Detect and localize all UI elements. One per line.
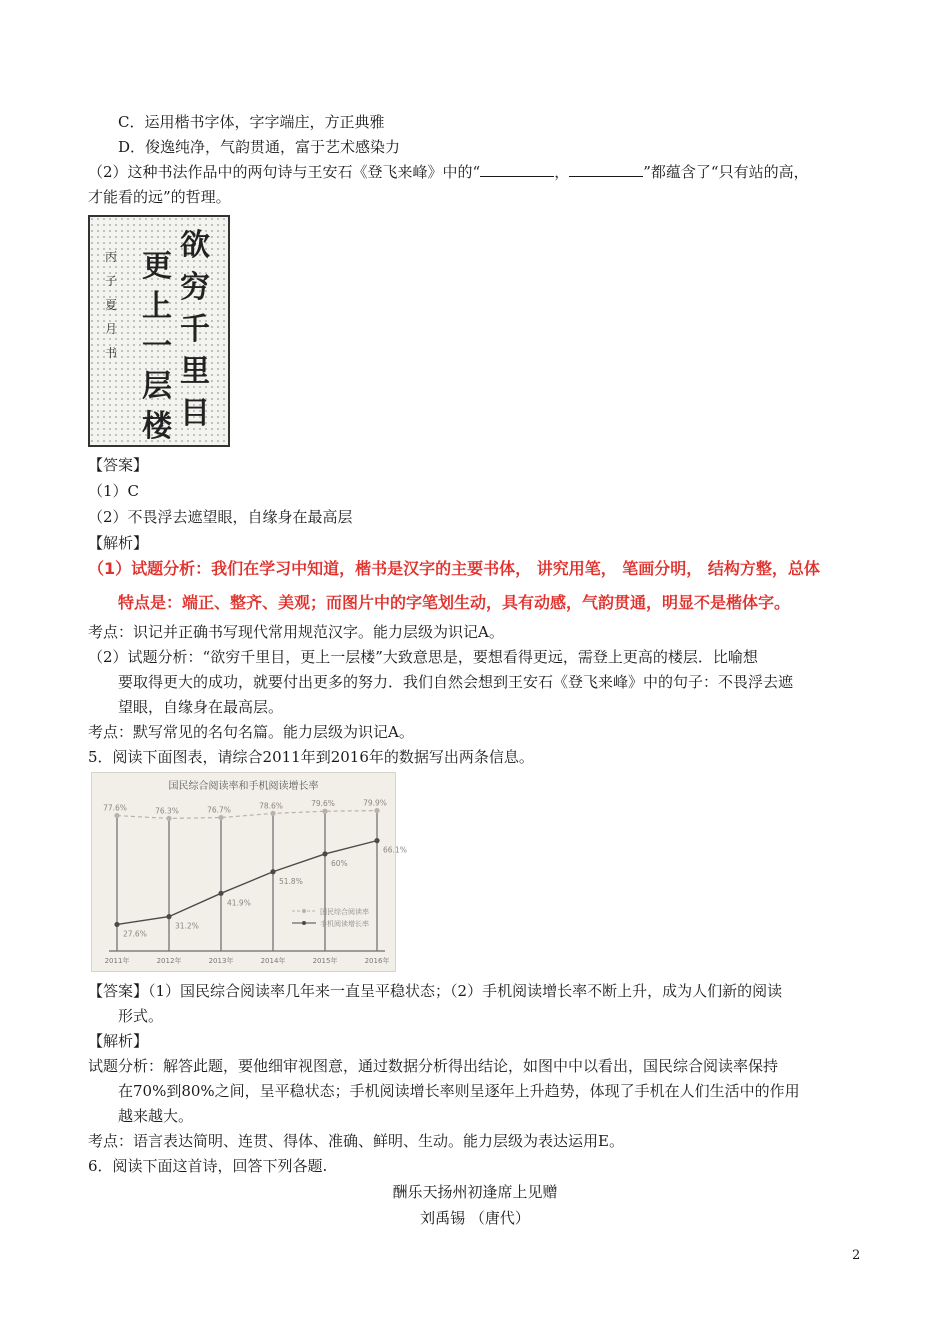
analysis-label: 【解析】: [88, 534, 149, 552]
reading-rate-chart: [91, 772, 407, 972]
chart-title: 国民综合阅读率和手机阅读增长率: [168, 781, 319, 792]
sub-question-2-text-b: ”都蕴含了“只有站的高，: [643, 163, 809, 181]
calligraphy-char: 穷: [180, 270, 210, 305]
calligraphy-char: 千: [180, 312, 210, 347]
data-point: [114, 922, 119, 927]
data-label: 41.9%: [227, 898, 251, 908]
answer-label: 【答案】: [88, 456, 149, 474]
x-tick-label: 2012年: [156, 957, 182, 965]
calligraphy-char: 丙: [104, 250, 117, 264]
page-number: 2: [852, 1248, 861, 1263]
sub-question-2-line2: 才能看的远”的哲理。: [88, 188, 231, 206]
kaodian-1: 考点：识记并正确书写现代常用规范汉字。能力层级为识记A。: [88, 623, 504, 641]
legend-label: 手机阅读增长率: [320, 920, 369, 928]
data-label: 31.2%: [175, 921, 199, 931]
calligraphy-column-2: [142, 247, 172, 447]
data-label: 79.6%: [311, 799, 335, 809]
calligraphy-column-1: [180, 225, 210, 435]
calligraphy-char: 书: [104, 346, 117, 360]
calligraphy-char: 月: [104, 322, 117, 336]
calligraphy-char: 更: [142, 249, 172, 284]
data-point: [270, 869, 275, 874]
data-label: 51.8%: [279, 876, 303, 886]
calligraphy-char: 楼: [142, 409, 172, 444]
option-d: D．俊逸纯净，气韵贯通，富于艺术感染力: [118, 138, 401, 156]
data-point: [218, 891, 223, 896]
calligraphy-char: 层: [142, 369, 172, 404]
calligraphy-char: 目: [180, 396, 210, 431]
analysis-1-line-2: 特点是：端正、整齐、美观；而图片中的字笔划生动，具有动感，气韵贯通，明显不是楷体字。: [118, 593, 791, 612]
data-point: [270, 811, 275, 816]
data-label: 79.9%: [363, 798, 387, 808]
calligraphy-char: 一: [142, 329, 172, 364]
data-point: [322, 851, 327, 856]
poem-title: 酬乐天扬州初逢席上见赠: [392, 1183, 558, 1201]
q5-kaodian: 考点：语言表达简明、连贯、得体、准确、鲜明、生动。能力层级为表达运用E。: [88, 1132, 624, 1150]
fill-blank-1: [480, 162, 554, 177]
answer-2: （2）不畏浮去遮望眼，自缘身在最高层: [88, 508, 353, 526]
calligraphy-char: 子: [104, 274, 117, 288]
sub-question-2: [88, 161, 809, 183]
kaodian-2: 考点：默写常见的名句名篇。能力层级为识记A。: [88, 723, 414, 741]
question-5: 5．阅读下面图表，请综合2011年到2016年的数据写出两条信息。: [88, 748, 534, 766]
q5-analysis-line-2: 在70%到80%之间，呈平稳状态；手机阅读增长率则呈逐年上升趋势，体现了手机在人们生活中的作用: [118, 1082, 800, 1100]
data-point: [114, 813, 119, 818]
sub-question-2-text-a: （2）这种书法作品中的两句诗与王安石《登飞来峰》中的“: [88, 163, 481, 181]
data-point: [166, 816, 171, 821]
answer-1: （1）C: [88, 482, 140, 500]
question-6: 6．阅读下面这首诗，回答下列各题.: [88, 1157, 328, 1175]
legend-marker: [302, 909, 306, 913]
data-label: 76.3%: [155, 806, 179, 816]
chart-svg: [92, 773, 407, 971]
x-tick-label: 2014年: [260, 957, 286, 965]
calligraphy-char: 夏: [104, 298, 117, 312]
option-c: C．运用楷书字体，字字端庄，方正典雅: [118, 113, 385, 131]
data-label: 27.6%: [123, 929, 147, 939]
data-label: 77.6%: [103, 803, 127, 813]
data-point: [374, 808, 379, 813]
legend-label: 国民综合阅读率: [320, 908, 369, 916]
data-label: 60%: [331, 858, 348, 868]
x-tick-label: 2016年: [364, 957, 390, 965]
poem-author: 刘禹锡 （唐代）: [420, 1209, 530, 1227]
data-point: [322, 809, 327, 814]
q5-analysis-label: 【解析】: [88, 1032, 149, 1050]
x-tick-label: 2011年: [104, 957, 130, 965]
q5-analysis-line-1: 试题分析：解答此题，要他细审视图意，通过数据分析得出结论，如图中中以看出，国民综合阅读率保持: [88, 1057, 779, 1075]
data-point: [374, 838, 379, 843]
q5-answer-line-2: 形式。: [118, 1007, 164, 1025]
x-tick-label: 2015年: [312, 957, 338, 965]
calligraphy-char: 上: [142, 289, 172, 324]
analysis-1-line-1: （1）试题分析：我们在学习中知道，楷书是汉字的主要书体， 讲究用笔， 笔画分明， 结构方整，总体: [88, 559, 820, 578]
x-tick-label: 2013年: [208, 957, 234, 965]
data-point: [218, 815, 223, 820]
legend-marker: [302, 921, 306, 925]
data-point: [166, 914, 171, 919]
analysis-2-line-3: 望眼，自缘身在最高层。: [118, 698, 284, 716]
calligraphy-signature: [104, 245, 118, 365]
fill-blank-2: [569, 162, 643, 177]
calligraphy-char: 欲: [180, 228, 210, 263]
data-label: 76.7%: [207, 805, 231, 815]
data-label: 78.6%: [259, 801, 283, 811]
q5-analysis-line-3: 越来越大。: [118, 1107, 194, 1125]
analysis-2-line-1: （2）试题分析：“欲穷千里目，更上一层楼”大致意思是，要想看得更远，需登上更高的楼层．比喻想: [88, 648, 758, 666]
sub-question-2-sep: ，: [554, 163, 570, 181]
q5-answer-line-1: 【答案】（1）国民综合阅读率几年来一直呈平稳状态；（2）手机阅读增长率不断上升，成为人们新的阅读: [88, 982, 783, 1000]
calligraphy-image: [88, 215, 230, 447]
data-label: 66.1%: [383, 845, 407, 855]
analysis-2-line-2: 要取得更大的成功，就要付出更多的努力．我们自然会想到王安石《登飞来峰》中的句子：不畏浮去遮: [118, 673, 794, 691]
calligraphy-char: 里: [180, 354, 210, 389]
